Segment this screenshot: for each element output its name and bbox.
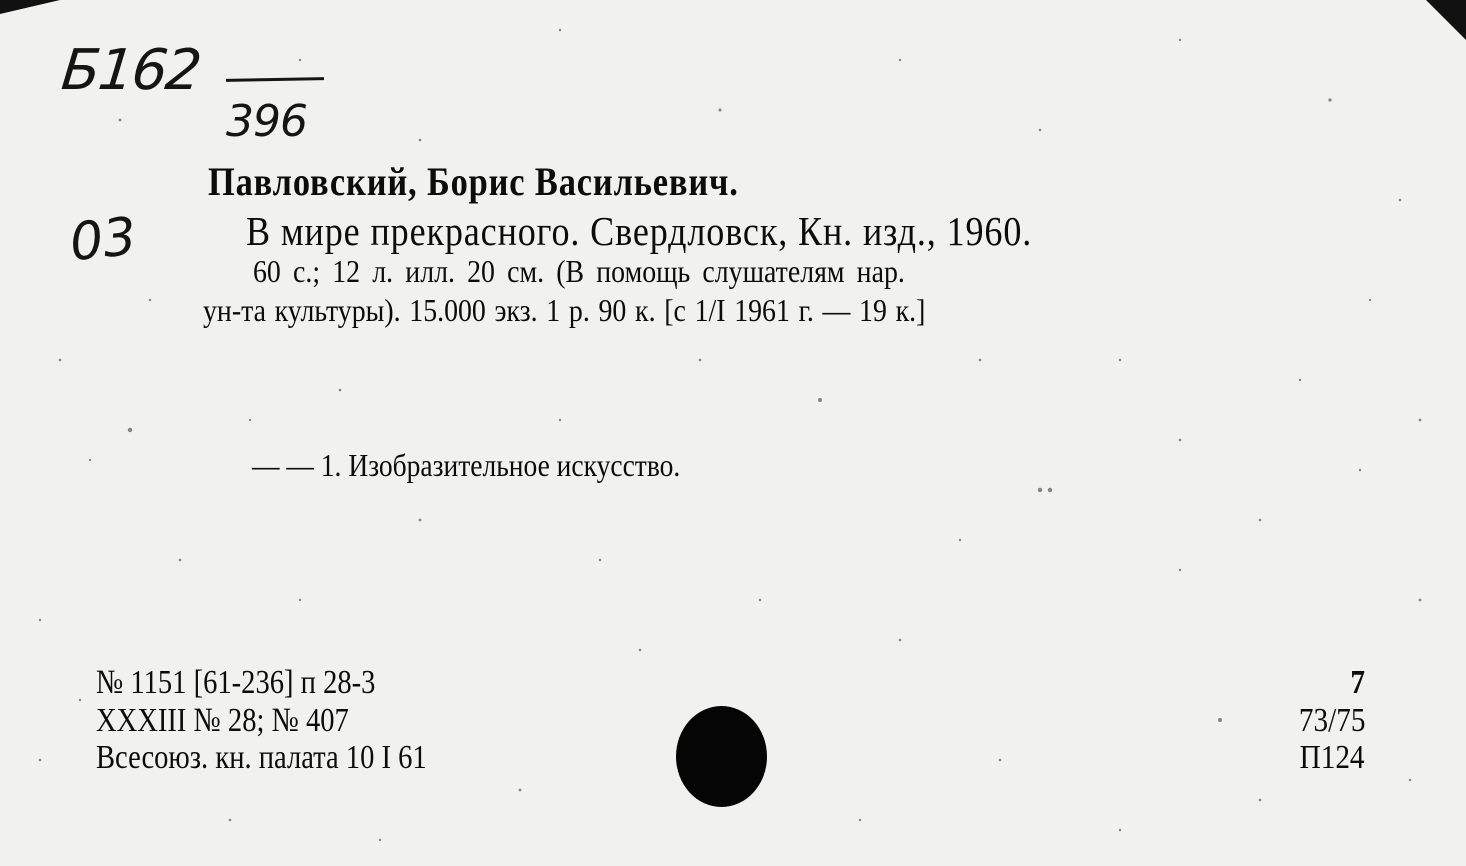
footer-right-line-2: 73/75	[1298, 702, 1365, 739]
footer-left-line-3: Всесоюз. кн. палата 10 I 61	[96, 739, 427, 776]
shelf-mark-bottom: 396	[226, 96, 307, 147]
description-line-2: ун-та культуры). 15.000 экз. 1 р. 90 к. [с 1/I 1961 г. — 19 к.]	[203, 292, 926, 328]
description-line-1: 60 с.; 12 л. илл. 20 см. (В помощь слушателям нар.	[253, 253, 905, 289]
punch-hole	[676, 706, 767, 807]
footer-left-line-2: XXXIII № 28; № 407	[96, 702, 349, 739]
subject-heading: — — 1. Изобразительное искусство.	[252, 447, 681, 483]
footer-left-line-1: № 1151 [61-236] п 28-3	[96, 664, 376, 701]
title-line: В мире прекрасного. Свердловск, Кн. изд., 1960.	[246, 208, 1033, 254]
handwritten-mark: 03	[67, 206, 140, 274]
author-heading: Павловский, Борис Васильевич.	[208, 159, 739, 204]
shelf-mark-top: Б162	[58, 38, 203, 103]
footer-right-line-3: П124	[1300, 739, 1365, 776]
footer-right-line-1: 7	[1350, 664, 1365, 701]
